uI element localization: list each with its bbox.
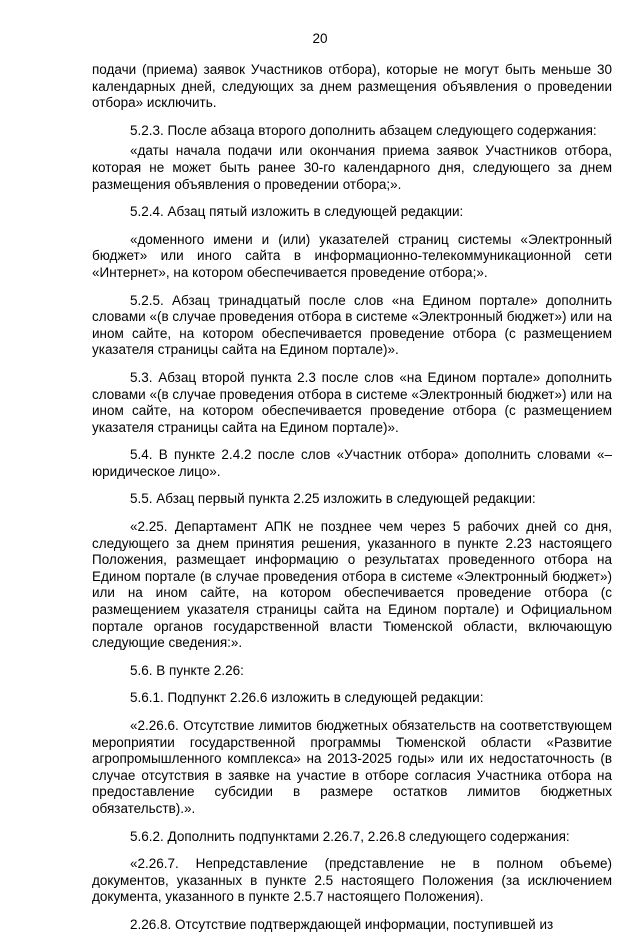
paragraph-5-6-2: 5.6.2. Дополнить подпунктами 2.26.7, 2.26.8 следующего содержания: xyxy=(130,828,570,844)
paragraph-5-4: 5.4. В пункте 2.4.2 после слов «Участник отбора» дополнить словами «– юридическое лицо». xyxy=(92,447,612,479)
page-number: 20 xyxy=(312,31,328,46)
paragraph-5-2-3: 5.2.3. После абзаца второго дополнить абзацем следующего содержания: xyxy=(130,122,597,138)
paragraph-continuation: подачи (приема) заявок Участников отбора), которые не могут быть меньше 30 календарных дней, следующих за днем размещения объявления о проведении отбора» исключить. xyxy=(92,62,612,111)
paragraph-5-2-4: 5.2.4. Абзац пятый изложить в следующей редакции: xyxy=(130,204,464,220)
paragraph-5-6: 5.6. В пункте 2.26: xyxy=(130,662,244,678)
document-body xyxy=(92,62,612,945)
paragraph-5-6-1: 5.6.1. Подпункт 2.26.6 изложить в следующей редакции: xyxy=(130,690,484,706)
paragraph-2-26-8: 2.26.8. Отсутствие подтверждающей информации, поступившей из xyxy=(130,916,554,932)
paragraph-quote-dates: «даты начала подачи или окончания приема заявок Участников отбора, которая не может быть ранее 30-го календарного дня, следующего за днем размещения объявления о проведении отбора;». xyxy=(92,143,612,192)
paragraph-quote-2-25: «2.25. Департамент АПК не позднее чем через 5 рабочих дней со дня, следующего за днем принятия решения, указанного в пункте 2.23 настоящего Положения, размещает информацию о результатах проведенного отбора на Едином портале (в случае проведения отбора в системе «Электронный бюджет») или на ином сайте, на котором обеспечивается проведение отбора (с размещением указателя страницы сайта на Едином портале) и Официальном портале органов государственной власти Тюменской области, включающую следующие сведения:». xyxy=(92,519,612,651)
paragraph-5-5: 5.5. Абзац первый пункта 2.25 изложить в следующей редакции: xyxy=(130,491,536,507)
paragraph-5-2-5: 5.2.5. Абзац тринадцатый после слов «на Едином портале» дополнить словами «(в случае проведения отбора в системе «Электронный бюджет») или на ином сайте, на котором обеспечивается проведение отбора (с размещением указателя страницы сайта на Едином портале)». xyxy=(92,292,612,358)
paragraph-5-3: 5.3. Абзац второй пункта 2.3 после слов «на Едином портале» дополнить словами «(в случае проведения отбора в системе «Электронный бюджет») или на ином сайте, на котором обеспечивается проведение отбора (с размещением указателя страницы сайта на Едином портале)». xyxy=(92,369,612,435)
paragraph-quote-2-26-6: «2.26.6. Отсутствие лимитов бюджетных обязательств на соответствующем мероприятии государственной программы Тюменской области «Развитие агропромышленного комплекса» на 2013-2025 годы» или их недостаточность (в случае отсутствия в заявке на участие в отборе согласия Участника отбора на предоставление субсидии в размере остатков лимитов бюджетных обязательств).». xyxy=(92,718,612,816)
paragraph-quote-2-26-7: «2.26.7. Непредставление (представление не в полном объеме) документов, указанных в пункте 2.5 настоящего Положения (за исключением документа, указанного в пункте 2.5.7 настоящего Положения). xyxy=(92,856,612,905)
paragraph-quote-domain: «доменного имени и (или) указателей страниц системы «Электронный бюджет» или иного сайта в информационно-телекоммуникационной сети «Интернет», на котором обеспечивается проведение отбора;». xyxy=(92,231,612,280)
